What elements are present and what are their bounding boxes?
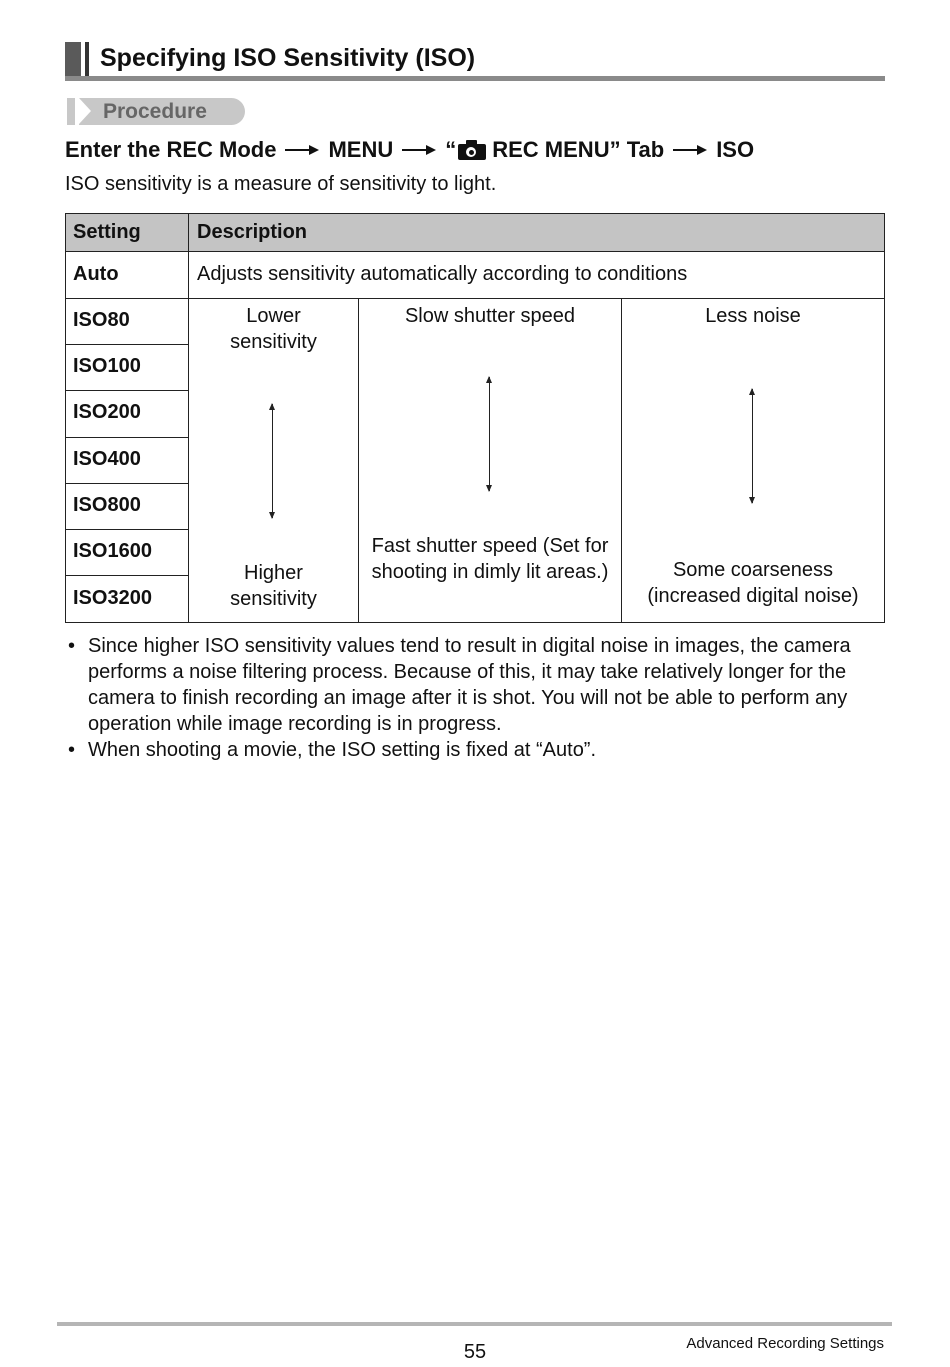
procedure-label: [67, 98, 245, 125]
notes-list: [65, 633, 885, 763]
menu-step-rec-mode: Enter the REC Mode: [65, 137, 277, 162]
list-item: [65, 633, 885, 737]
camera-icon: [458, 140, 486, 160]
arrow-right-icon: [673, 144, 707, 156]
section-name: Advanced Recording Settings: [686, 1335, 884, 1352]
arrow-right-icon: [285, 144, 319, 156]
note-text: When shooting a movie, the ISO setting is fixed at “Auto”.: [88, 739, 597, 761]
menu-step-iso: ISO: [716, 137, 755, 162]
double-arrow-icon: [752, 389, 753, 503]
shutter-slow: Slow shutter speed: [404, 305, 576, 327]
list-item: [65, 737, 885, 763]
setting-auto: Auto: [73, 263, 119, 285]
menu-step-rec-menu-tab: REC MENU” Tab: [492, 137, 665, 162]
setting-iso3200: ISO3200: [73, 587, 152, 609]
setting-iso1600: ISO1600: [73, 540, 152, 562]
description-auto: Adjusts sensitivity automatically according to conditions: [197, 263, 688, 285]
section-title-bar: [65, 42, 885, 82]
sensitivity-higher: Higher sensitivity: [230, 562, 317, 610]
bullet-icon: •: [68, 739, 76, 761]
setting-iso80: ISO80: [73, 309, 130, 331]
footer-rule: [57, 1322, 892, 1326]
menu-step-quote: “: [445, 137, 457, 162]
procedure-notch: [79, 98, 91, 124]
menu-path: [65, 136, 754, 164]
procedure-text: Procedure: [103, 100, 207, 123]
noise-less: Less noise: [705, 305, 801, 327]
title-marker-block: [65, 42, 81, 78]
shutter-fast: Fast shutter speed (Set for shooting in dimly lit areas.): [371, 535, 609, 583]
note-text: Since higher ISO sensitivity values tend to result in digital noise in images, the camera performs a noise filtering process. Because of this, it may take relatively longer for the camera to finish recording an image after it is shot. You will not be able to perform any operation while image recording is in progress.: [88, 635, 851, 735]
double-arrow-icon: [272, 404, 273, 518]
setting-iso200: ISO200: [73, 401, 141, 423]
page-number: 55: [463, 1341, 487, 1363]
noise-coarse: Some coarseness (increased digital noise): [647, 559, 859, 607]
title-underline: [65, 76, 885, 81]
bullet-icon: •: [68, 635, 76, 657]
arrow-right-icon: [402, 144, 436, 156]
title-marker-bar: [85, 42, 89, 78]
header-setting: Setting: [73, 221, 141, 243]
sensitivity-lower: Lower sensitivity: [230, 305, 317, 353]
iso-settings-table: [65, 213, 885, 623]
double-arrow-icon: [489, 377, 490, 491]
setting-iso400: ISO400: [73, 448, 141, 470]
setting-iso100: ISO100: [73, 355, 141, 377]
intro-text: ISO sensitivity is a measure of sensitivity to light.: [65, 173, 497, 195]
setting-iso800: ISO800: [73, 494, 141, 516]
procedure-stripe: [67, 98, 75, 125]
page-title: Specifying ISO Sensitivity (ISO): [100, 44, 476, 72]
header-description: Description: [197, 221, 308, 243]
menu-step-menu: MENU: [328, 137, 394, 162]
